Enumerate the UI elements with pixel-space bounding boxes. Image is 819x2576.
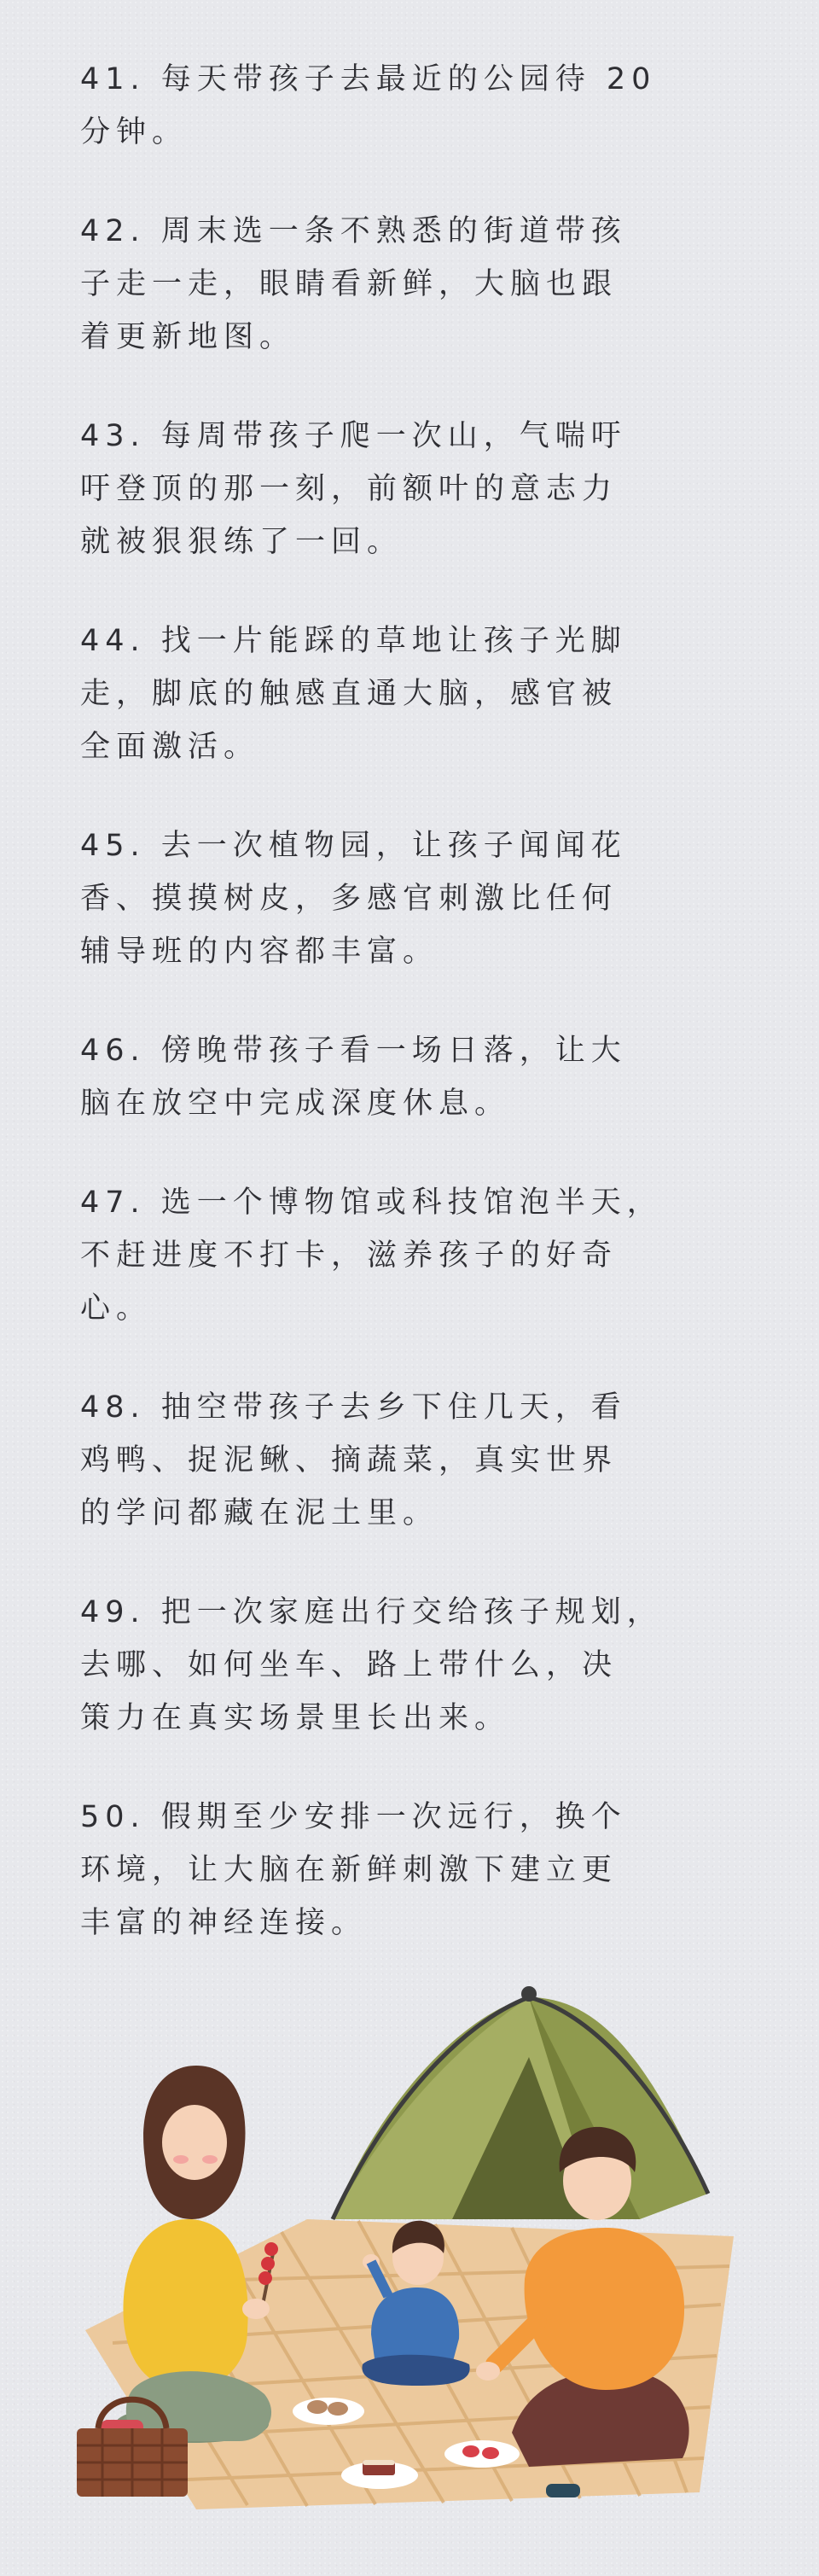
tip-49: 49. 把一次家庭出行交给孩子规划， 去哪、如何坐车、路上带什么，决 策力在真实场景里长出来。 — [80, 1595, 663, 1735]
tip-46: 46. 傍晚带孩子看一场日落，让大 脑在放空中完成深度休息。 — [80, 1034, 627, 1121]
tip-45: 45. 去一次植物园，让孩子闻闻花 香、摸摸树皮，多感官刺激比任何 辅导班的内容都丰富。 — [80, 829, 627, 969]
tip-43: 43. 每周带孩子爬一次山，气喘吁 吁登顶的那一刻，前额叶的意志力 就被狠狠练了一回。 — [80, 419, 627, 559]
family-picnic-camping-illustration — [51, 1963, 768, 2526]
tent — [333, 1986, 708, 2219]
tip-44: 44. 找一片能踩的草地让孩子光脚 走，脚底的触感直通大脑，感官被 全面激活。 — [80, 624, 627, 764]
tip-41: 41. 每天带孩子去最近的公园待 20 分钟。 — [80, 62, 657, 149]
tip-47: 47. 选一个博物馆或科技馆泡半天， 不赶进度不打卡，滋养孩子的好奇 心。 — [80, 1186, 663, 1326]
tip-48: 48. 抽空带孩子去乡下住几天，看 鸡鸭、捉泥鳅、摘蔬菜，真实世界 的学问都藏在泥土里。 — [80, 1390, 627, 1530]
tip-50: 50. 假期至少安排一次远行，换个 环境，让大脑在新鲜刺激下建立更 丰富的神经连接。 — [80, 1800, 627, 1940]
tips-list — [80, 53, 746, 1996]
tip-42: 42. 周末选一条不熟悉的街道带孩 子走一走，眼睛看新鲜，大脑也跟 着更新地图。 — [80, 214, 627, 354]
